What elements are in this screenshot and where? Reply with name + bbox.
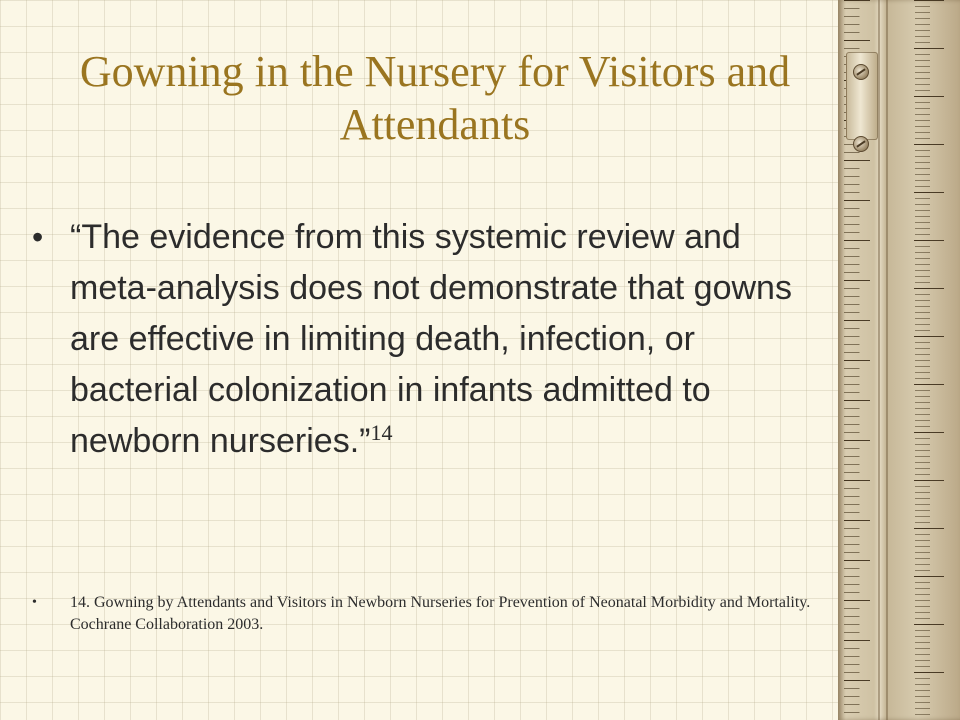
ruler-edge <box>886 0 888 720</box>
bullet-dot: • <box>32 595 37 610</box>
ruler-ticks-major-right <box>914 0 944 720</box>
slide-title: Gowning in the Nursery for Visitors and Attendants <box>79 47 791 149</box>
ruler-decoration <box>838 0 960 720</box>
quote-text-block <box>70 212 830 467</box>
footnote-marker: 14 <box>370 420 393 445</box>
reference-text: 14. Gowning by Attendants and Visitors in Newborn Nurseries for Prevention of Neonatal Morbidity and Mortality. Cochrane Collaboration 2003. <box>70 594 811 633</box>
quote-text: “The evidence from this systemic review and meta-analysis does not demonstrate that gowns are effective in limiting death, infection, or bacterial colonization in infants admitted to newborn nurseries.” <box>70 218 792 460</box>
bullet-dot: • <box>32 219 44 255</box>
screw-icon <box>853 136 869 152</box>
ruler-edge <box>878 0 880 720</box>
screw-icon <box>853 64 869 80</box>
